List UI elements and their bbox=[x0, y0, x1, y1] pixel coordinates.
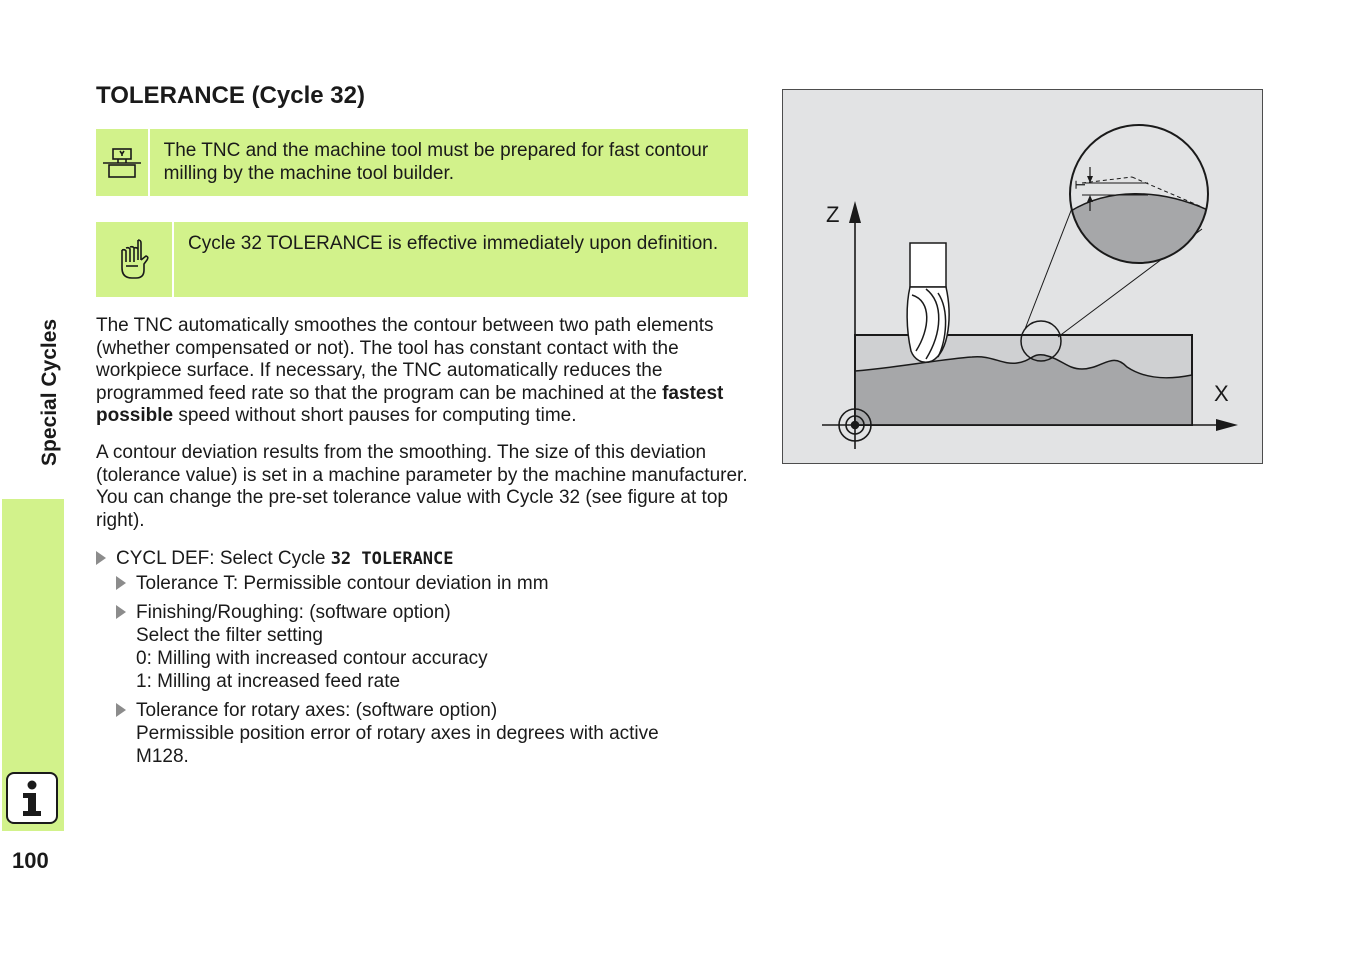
effect-note-text: Cycle 32 TOLERANCE is effective immediately upon definition. bbox=[188, 233, 719, 254]
smoothing-paragraph-emphasis: fastest possible bbox=[96, 382, 724, 427]
step-tolerance bbox=[116, 572, 549, 595]
axis-z-label: Z bbox=[826, 202, 840, 227]
smoothing-paragraph-text: The TNC automatically smoothes the contour between two path elements (whether compensated or not). The tool has constant contact with the workpiece surface. If necessary, the TNC automatically reduces the programmed feed rate so that the program can be machined at the bbox=[96, 315, 714, 404]
effect-note bbox=[96, 222, 748, 297]
bullet-arrow-icon bbox=[116, 703, 126, 717]
machine-note-text: The TNC and the machine tool must be prepared for fast contour milling by the machine tool builder. bbox=[163, 140, 709, 184]
chapter-label-text: Special Cycles bbox=[38, 318, 61, 466]
step-rotary bbox=[116, 699, 659, 768]
axis-x-label: X bbox=[1214, 381, 1229, 406]
chapter-label bbox=[38, 290, 66, 470]
step-cycle-def-text: CYCL DEF: Select Cycle bbox=[116, 548, 331, 569]
bullet-arrow-icon bbox=[116, 576, 126, 590]
bullet-arrow-icon bbox=[116, 605, 126, 619]
step-tolerance-text: Tolerance T: Permissible contour deviation in mm bbox=[136, 573, 549, 594]
step-rotary-line: Tolerance for rotary axes: (software option) bbox=[136, 700, 498, 721]
deviation-paragraph: A contour deviation results from the smoothing. The size of this deviation (tolerance value) is set in a machine parameter by the machine manufacturer. You can change the pre-set tolerance value with Cycle 32 (see figure at top right). bbox=[96, 442, 748, 531]
smoothing-paragraph bbox=[96, 315, 756, 428]
milling-tool-icon bbox=[907, 243, 949, 362]
step-finishing-line: Finishing/Roughing: (software option) bbox=[136, 602, 451, 623]
machine-tool-icon bbox=[96, 129, 150, 196]
section-title: TOLERANCE (Cycle 32) bbox=[96, 82, 365, 109]
step-finishing-line: 1: Milling at increased feed rate bbox=[136, 671, 401, 692]
info-icon bbox=[6, 772, 58, 824]
cycle-code: 32 TOLERANCE bbox=[330, 549, 454, 569]
page-number: 100 bbox=[12, 848, 49, 873]
step-finishing-line: Select the filter setting bbox=[136, 625, 323, 646]
smoothing-paragraph-end: speed without short pauses for computing time. bbox=[173, 405, 577, 427]
step-finishing-line: 0: Milling with increased contour accuracy bbox=[136, 648, 488, 669]
machine-note bbox=[96, 129, 748, 196]
tolerance-figure bbox=[782, 89, 1263, 464]
pointing-hand-icon bbox=[96, 222, 174, 297]
step-cycle-def bbox=[96, 547, 454, 571]
bullet-arrow-icon bbox=[96, 551, 106, 565]
step-finishing bbox=[116, 601, 488, 693]
step-rotary-line: Permissible position error of rotary axes in degrees with active bbox=[136, 723, 659, 744]
step-rotary-line: M128. bbox=[136, 746, 189, 767]
workpiece bbox=[855, 335, 1192, 425]
tolerance-label: T bbox=[1072, 180, 1088, 189]
